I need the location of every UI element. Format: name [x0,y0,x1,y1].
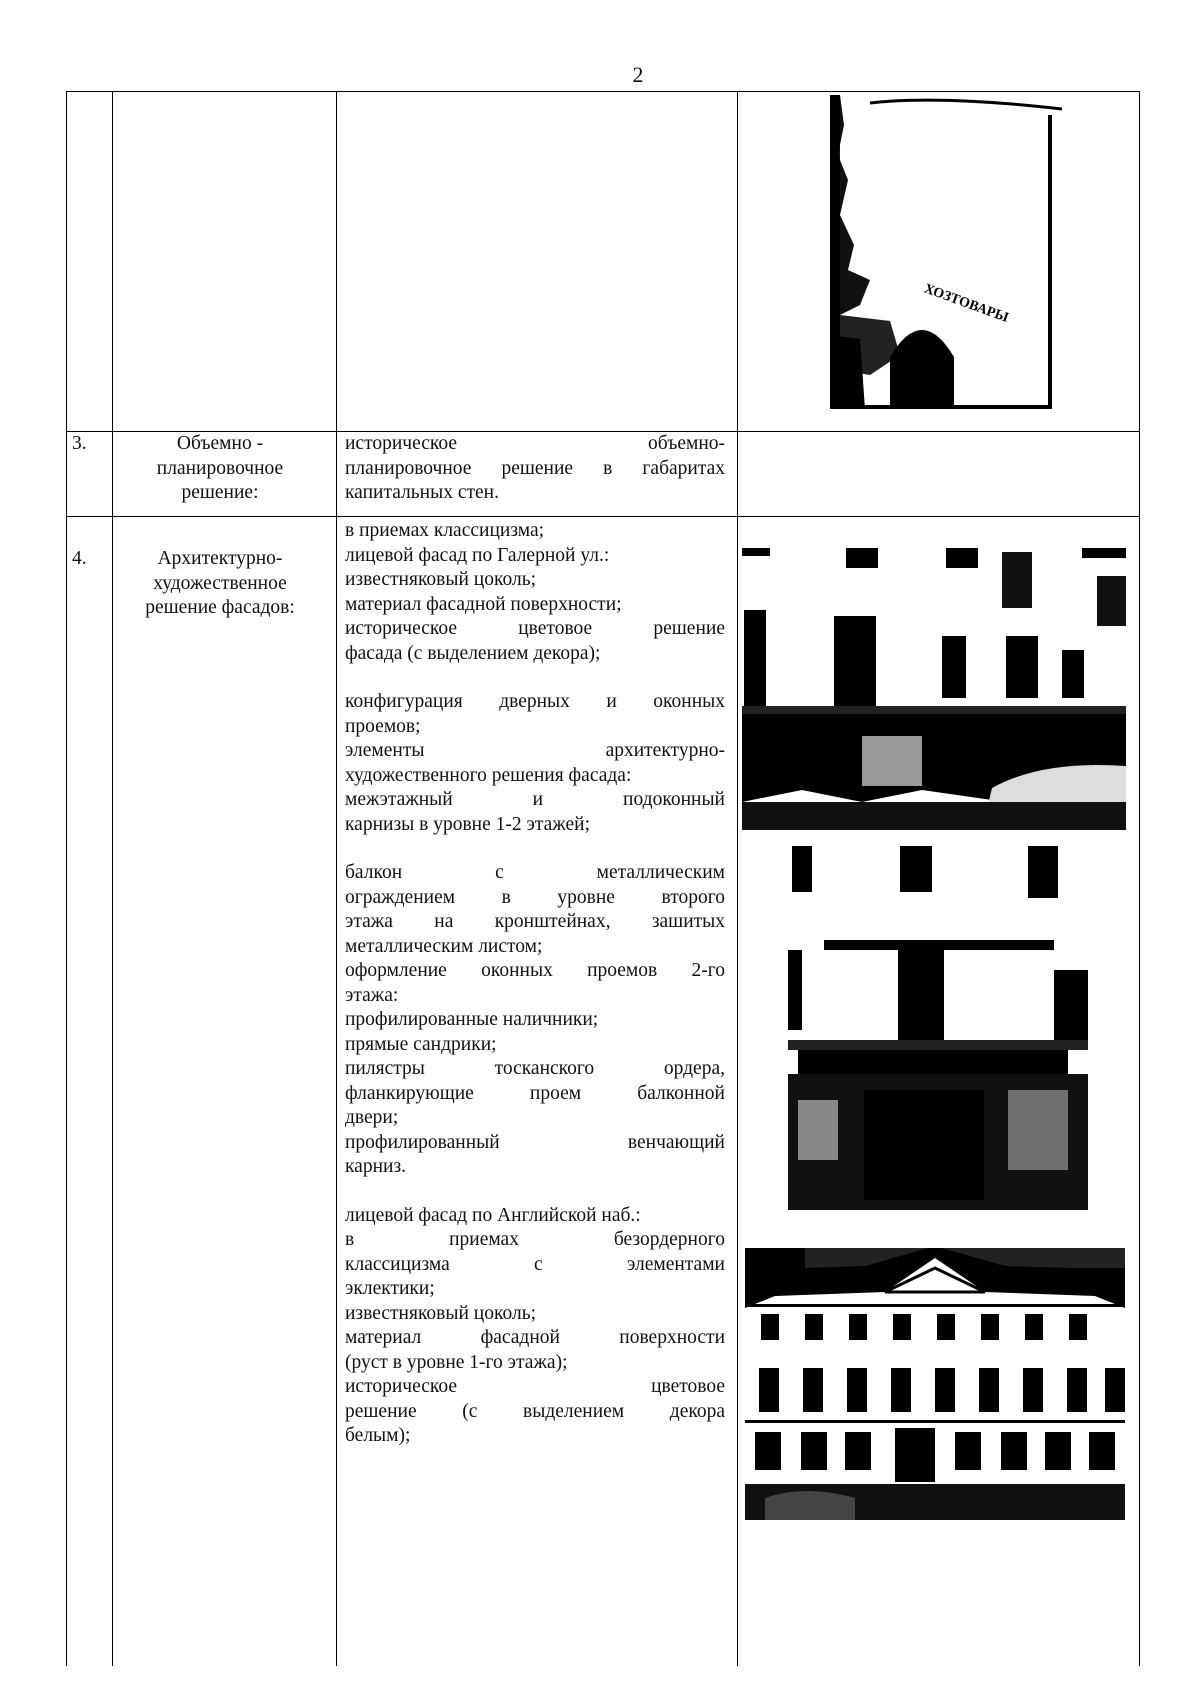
photo-galernaya-facade [742,540,1126,830]
description-line: проемов; [345,715,421,737]
col-divider-1 [112,91,113,1666]
description-line: художественного решения фасада: [345,764,632,786]
paragraph-gap [345,837,725,861]
description-line: элементы архитектурно- [345,740,725,761]
row-4-number: 4. [72,548,87,569]
description-line: известняковый цоколь; [345,569,537,590]
description-line: прямые сандрики; [345,1033,497,1055]
photo-shop-sign [830,95,1062,409]
description-line: балкон с металлическим [345,862,725,883]
paragraph-gap [345,1180,725,1204]
description-line: историческое объемно- [345,433,725,454]
row-3-number: 3. [72,433,87,454]
description-line: конфигурация дверных и оконных [345,691,725,712]
row-divider-2 [66,516,1140,517]
photo-balcony-detail [788,840,1088,1210]
col-border-right [1139,91,1140,1666]
description-line: межэтажный и подоконный [345,789,725,810]
description-line: в приемах классицизма; [345,520,545,541]
table-border-top [66,91,1140,92]
description-line: эклектики; [345,1278,435,1299]
description-line: этажа на кронштейнах, зашитых [345,911,725,932]
description-line: планировочное решение в габаритах [345,457,725,479]
row-4-description [345,519,725,1449]
row-3-title: Объемно - планировочное решение: [156,433,284,503]
description-line: карниз. [345,1156,407,1177]
description-line: капитальных стен. [345,482,499,503]
description-line: профилированные наличники; [345,1009,599,1030]
description-line: фланкирующие проем балконной [345,1082,725,1104]
paragraph-gap [345,666,725,690]
description-line: лицевой фасад по Английской наб.: [345,1204,641,1226]
description-line: (руст в уровне 1-го этажа); [345,1351,568,1373]
description-line: ограждением в уровне второго [345,886,725,908]
description-line: решение (с выделением декора [345,1400,725,1422]
photo-english-embankment-facade [745,1248,1125,1520]
description-line: пилястры тосканского ордера, [345,1058,725,1079]
description-line: историческое цветовое [345,1376,725,1397]
description-line: материал фасадной поверхности; [345,593,622,615]
description-line: профилированный венчающий [345,1131,725,1153]
row-3-description [345,432,725,506]
description-line: известняковый цоколь; [345,1302,537,1324]
page-number: 2 [632,62,644,87]
sign-text: ХОЗТОВАРЫ [921,281,1011,326]
description-line: фасада (с выделением декора); [345,642,601,664]
description-line: историческое цветовое решение [345,618,725,639]
description-line: белым); [345,1425,411,1446]
col-divider-3 [737,91,738,1666]
description-line: материал фасадной поверхности [345,1327,725,1348]
col-border-left [66,91,67,1666]
description-line: лицевой фасад по Галерной ул.: [345,544,610,566]
col-divider-2 [336,91,337,1666]
description-line: металлическим листом; [345,935,543,957]
description-line: в приемах безордерного [345,1229,725,1250]
description-line: классицизма с элементами [345,1253,725,1275]
row-4-title: Архитектурно-художественное решение фасадов: [145,548,295,618]
description-line: оформление оконных проемов 2-го [345,960,725,981]
description-line: карнизы в уровне 1-2 этажей; [345,813,591,835]
description-line: двери; [345,1107,399,1128]
description-line: этажа: [345,984,399,1006]
